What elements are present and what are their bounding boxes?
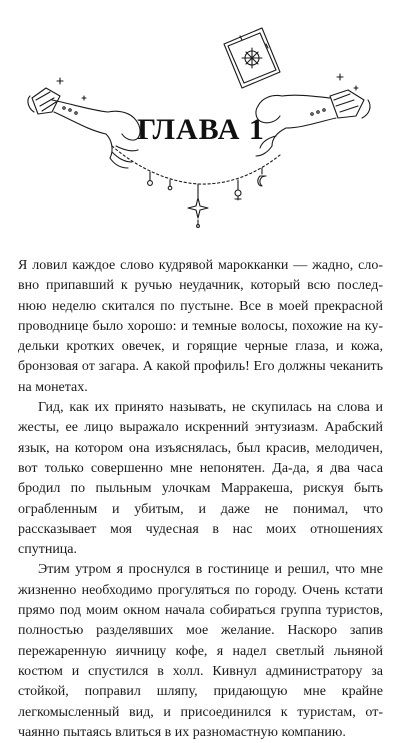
paragraph: Гид, как их принято называть, не скупилась на слова и жесты, ее лицо выражало искренний энтузиазм. Арабский язык, на котором она изъяснялась, был красив, мелодичен, вот только совершенно мне непонятен. Да-да, я два часа бродил по пыльным улочкам Марракеша, рискуя быть ограбленным и убитым, и даже не понимал, что рассказывает моя чудесная в нас моих отношениях спутница. [18,400,383,558]
chain-arc [112,146,280,184]
moon-pendant-icon [235,168,266,200]
sun-pendant-icon [148,172,172,190]
paragraph: Я ловил каждое слово кудрявой марокканки — жадно, словно припавший к ручью неудачник, который всю последнюю неделю скитался по пустыне. Все в моей прекрасной проводнице было хорошо: и темные волосы, похожие на кудельки кротких овечек, и горящие черные глаза, и кожа, бронзовая от загара. А какой профиль! Его должны чеканить на монетах. [18,258,383,395]
tarot-card-icon [224,28,280,88]
chapter-text [18,256,383,743]
chapter-title: ГЛАВА 1 [137,113,265,146]
paragraph: Этим утром я проснулся в гостинице и решил, что мне жизненно необходимо прогуляться по городу. Очень кстати прямо под моим окном начала собираться группа туристов, полностью разделявших мое желание. Наскоро запив пережаренную яичницу кофе, я надел светлый льняной костюм и спустился в холл. Кивнул администратору за стойкой, поправил шляпу, придающую мне крайне легкомысленный вид, и присоединился к туристам, отчаянно пытаясь влиться в их разномастную компанию. [18,562,383,740]
star-pendant-icon [188,184,208,227]
